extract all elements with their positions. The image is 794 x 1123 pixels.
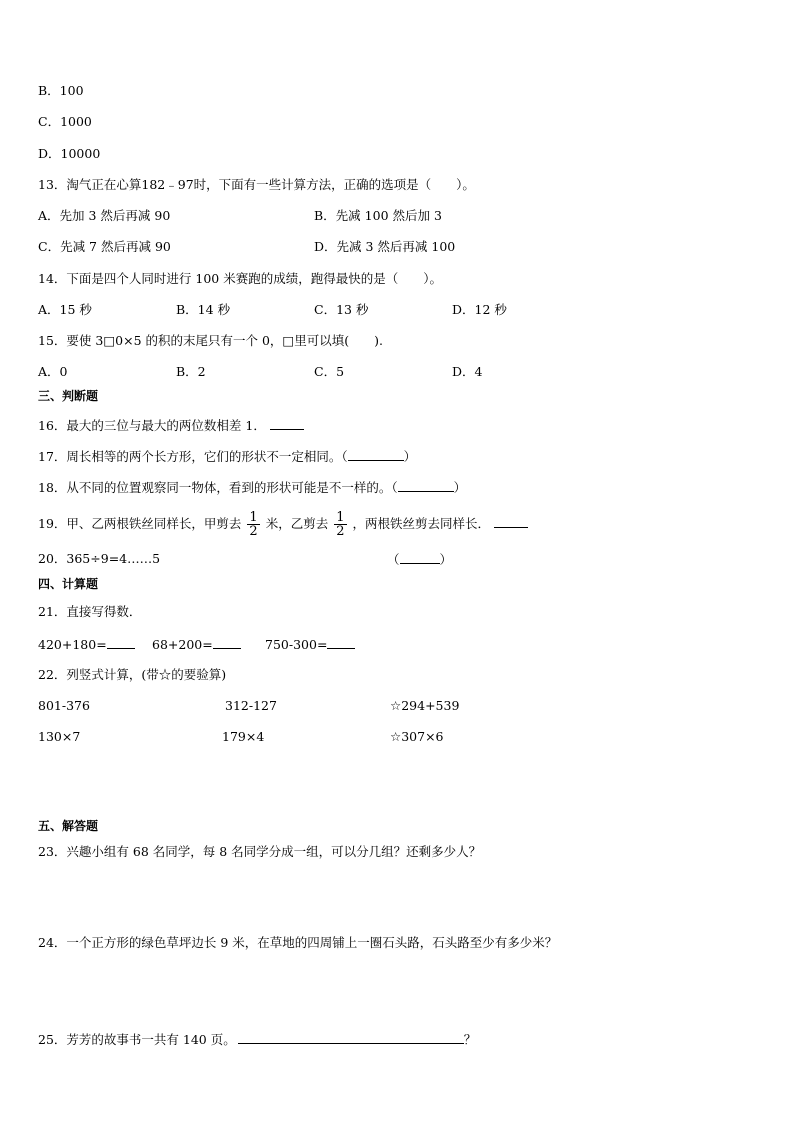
- q21-item-2: [152, 636, 241, 653]
- q16: [38, 417, 304, 434]
- q16-answer-blank[interactable]: [270, 417, 304, 430]
- q21-item-3-expression: 750-300=: [265, 637, 328, 652]
- q12-option-b: B．100: [38, 83, 84, 98]
- q21-stem: 21．直接写得数．: [38, 604, 142, 619]
- q21-item-1: [38, 636, 135, 653]
- q14-option-a: A．15 秒: [38, 302, 92, 317]
- q22-row1-item-3: ☆294+539: [390, 698, 460, 713]
- q14-stem: 14．下面是四个人同时进行 100 米赛跑的成绩，跑得最快的是（ ）。: [38, 271, 442, 286]
- q22-row2-item-3: ☆307×6: [390, 729, 444, 744]
- q19-part1: 19．甲、乙两根铁丝同样长，甲剪去: [38, 516, 242, 531]
- q19-fraction-2-denominator: 2: [336, 524, 345, 539]
- q21-item-1-expression: 420+180=: [38, 637, 107, 652]
- q17-text: 17．周长相等的两个长方形，它们的形状不一定相同。（: [38, 449, 348, 464]
- q18-answer-blank[interactable]: [398, 479, 454, 492]
- q22-row1-item-1: 801-376: [38, 698, 90, 713]
- q21-item-2-blank[interactable]: [213, 636, 241, 649]
- q25-text: 25．芳芳的故事书一共有 140 页。: [38, 1032, 236, 1047]
- q22-row2-item-2: 179×4: [222, 729, 265, 744]
- q13-option-d: D．先减 3 然后再减 100: [314, 239, 456, 254]
- q14-option-c: C．13 秒: [314, 302, 369, 317]
- q14-option-b: B．14 秒: [176, 302, 231, 317]
- q19: [38, 508, 528, 540]
- q21-item-1-blank[interactable]: [107, 636, 135, 649]
- q22-row1-item-2: 312-127: [225, 698, 277, 713]
- q23-text: 23．兴趣小组有 68 名同学，每 8 名同学分成一组，可以分几组？还剩多少人？: [38, 844, 482, 859]
- q17-answer-blank[interactable]: [348, 448, 404, 461]
- q15-option-d: D．4: [452, 364, 483, 379]
- q17-close-paren: ）: [403, 449, 417, 464]
- q19-part2: 米，乙剪去: [265, 516, 329, 531]
- q18-text: 18．从不同的位置观察同一物体，看到的形状可能是不一样的。（: [38, 480, 398, 495]
- q20-text: 20．365÷9=4……5: [38, 551, 161, 566]
- q13-option-a: A．先加 3 然后再减 90: [38, 208, 171, 223]
- q20-open-paren: （: [387, 552, 400, 567]
- q19-part3: ，两根铁丝剪去同样长．: [352, 516, 491, 531]
- q18-close-paren: ）: [453, 480, 467, 495]
- q19-fraction-1: [247, 511, 259, 538]
- q22-stem: 22．列竖式计算，(带☆的要验算): [38, 667, 227, 682]
- q15-option-b: B．2: [176, 364, 206, 379]
- q20-close-paren: ）: [439, 552, 453, 567]
- q25-answer-blank[interactable]: [238, 1031, 464, 1044]
- q20-answer: [387, 551, 452, 568]
- section-title-solutions: 五、解答题: [38, 819, 99, 833]
- q19-fraction-2-numerator: 1: [336, 510, 345, 525]
- q12-option-d: D．10000: [38, 146, 101, 161]
- q19-fraction-1-numerator: 1: [249, 510, 258, 525]
- q19-answer-blank[interactable]: [494, 515, 528, 528]
- q15-option-a: A．0: [38, 364, 68, 379]
- q13-option-c: C．先减 7 然后再减 90: [38, 239, 171, 254]
- q15-stem: 15．要使 3□0×5 的积的末尾只有一个 0，□里可以填( ).: [38, 333, 383, 348]
- q22-row2-item-1: 130×7: [38, 729, 81, 744]
- q25-end-mark: ？: [463, 1032, 477, 1047]
- q18: [38, 479, 466, 496]
- q21-item-3: [265, 636, 355, 653]
- q21-item-3-blank[interactable]: [327, 636, 355, 649]
- q16-text: 16．最大的三位与最大的两位数相差 1．: [38, 418, 266, 433]
- q15-option-c: C．5: [314, 364, 345, 379]
- q12-option-c: C．1000: [38, 114, 92, 129]
- section-title-calculation: 四、计算题: [38, 577, 99, 591]
- q24-text: 24．一个正方形的绿色草坪边长 9 米，在草地的四周铺上一圈石头路，石头路至少有多少米？: [38, 935, 558, 950]
- q17: [38, 448, 416, 465]
- section-title-judgement: 三、判断题: [38, 389, 99, 403]
- q25: [38, 1031, 476, 1048]
- q14-option-d: D．12 秒: [452, 302, 507, 317]
- q19-fraction-2: [334, 511, 346, 538]
- q19-fraction-1-denominator: 2: [249, 524, 258, 539]
- q20-answer-blank[interactable]: [400, 551, 440, 564]
- q13-stem: 13．淘气正在心算182﹣97时，下面有一些计算方法，正确的选项是（ ）。: [38, 177, 475, 192]
- q21-item-2-expression: 68+200=: [152, 637, 213, 652]
- q13-option-b: B．先减 100 然后加 3: [314, 208, 442, 223]
